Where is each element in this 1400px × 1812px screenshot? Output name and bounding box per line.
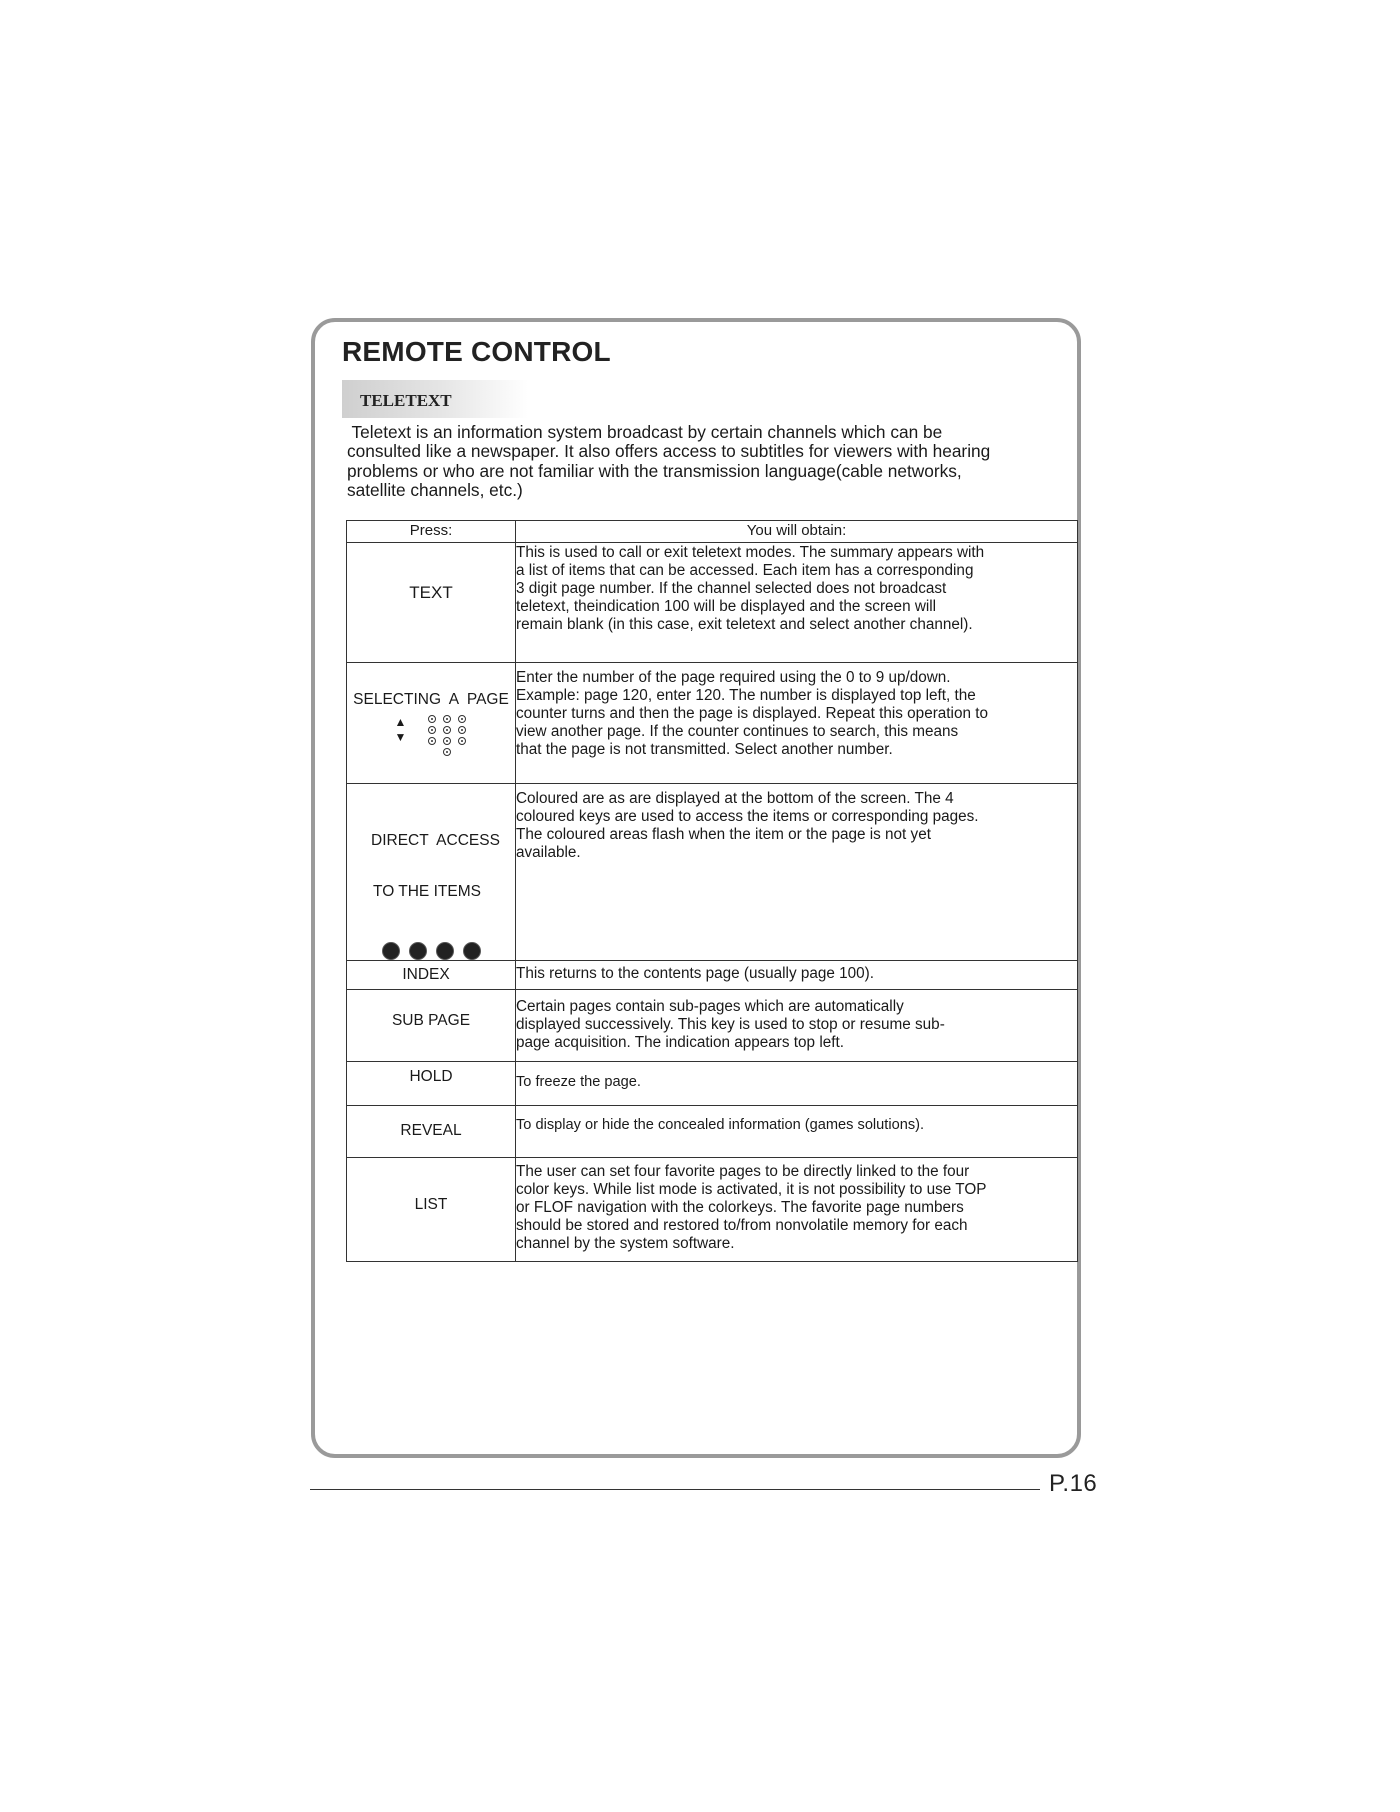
page-number: P.16 — [1049, 1470, 1098, 1497]
digit-key-icon — [443, 748, 451, 756]
table-row — [347, 961, 1078, 990]
obtain-column-header: You will obtain: — [516, 521, 1078, 543]
digit-key-icon — [458, 715, 466, 723]
table-row — [347, 1106, 1078, 1158]
section-label — [342, 380, 528, 418]
section-label-text: TELETEXT — [360, 391, 452, 410]
description-line: page acquisition. The indication appears top left. — [516, 1034, 844, 1051]
description-cell — [516, 1062, 1078, 1106]
description-line: The user can set four favorite pages to be directly linked to the four — [516, 1163, 970, 1180]
description-cell — [516, 1158, 1078, 1262]
key-name: HOLD — [409, 1068, 453, 1085]
page-select-keys — [347, 715, 515, 756]
table-row — [347, 784, 1078, 961]
color-key-icon — [436, 942, 454, 960]
table-row — [347, 1158, 1078, 1262]
description-line: teletext, theindication 100 will be displayed and the screen will — [516, 598, 937, 615]
description-cell — [516, 543, 1078, 663]
key-name: SELECTING A PAGE — [353, 691, 509, 708]
press-cell — [347, 990, 516, 1062]
description-line: To freeze the page. — [516, 1074, 641, 1090]
press-cell — [347, 961, 516, 990]
description-line: The coloured areas flash when the item or the page is not yet — [516, 826, 931, 843]
digit-key-icon — [443, 737, 451, 745]
digit-key-icon — [443, 726, 451, 734]
key-name: TEXT — [409, 583, 453, 602]
description-cell — [516, 961, 1078, 990]
intro-line: Teletext is an information system broadcast by certain channels which can be — [347, 422, 943, 442]
table-row — [347, 543, 1078, 663]
digit-key-icon — [443, 715, 451, 723]
description-line: displayed successively. This key is used to stop or resume sub- — [516, 1016, 945, 1033]
color-key-icon — [409, 942, 427, 960]
description-line: remain blank (in this case, exit teletext and select another channel). — [516, 616, 973, 633]
description-line: 3 digit page number. If the channel selected does not broadcast — [516, 580, 947, 597]
page-title: REMOTE CONTROL — [342, 336, 611, 367]
press-cell — [347, 663, 516, 784]
key-name: INDEX — [402, 966, 450, 983]
description-line: Enter the number of the page required using the 0 to 9 up/down. — [516, 669, 951, 686]
description-line: Example: page 120, enter 120. The number is displayed top left, the — [516, 687, 976, 704]
description-line: Certain pages contain sub-pages which are automatically — [516, 998, 904, 1015]
description-line: should be stored and restored to/from nonvolatile memory for each — [516, 1217, 968, 1234]
table-row — [347, 990, 1078, 1062]
press-cell — [347, 784, 516, 961]
description-cell — [516, 1106, 1078, 1158]
description-line: This is used to call or exit teletext modes. The summary appears with — [516, 544, 985, 561]
key-name: SUB PAGE — [391, 1012, 471, 1029]
table-header-row — [347, 521, 1078, 543]
up-down-arrows — [395, 715, 407, 745]
footer-divider — [310, 1489, 1040, 1490]
description-line: available. — [516, 844, 581, 861]
key-name-line: DIRECT ACCESS — [371, 832, 500, 849]
table-row — [347, 663, 1078, 784]
description-line: channel by the system software. — [516, 1235, 735, 1252]
key-name: REVEAL — [400, 1122, 462, 1139]
description-cell — [516, 784, 1078, 961]
intro-line: consulted like a newspaper. It also offers access to subtitles for viewers with hearing — [347, 441, 991, 462]
digit-key-icon — [428, 726, 436, 734]
color-key-icon — [382, 942, 400, 960]
description-line: This returns to the contents page (usually page 100). — [516, 965, 874, 982]
description-line: To display or hide the concealed information (games solutions). — [516, 1117, 925, 1133]
intro-paragraph — [347, 423, 1067, 500]
press-cell — [347, 1158, 516, 1262]
press-cell — [347, 1062, 516, 1106]
digit-key-icon — [428, 737, 436, 745]
description-line: counter turns and then the page is displayed. Repeat this operation to — [516, 705, 988, 722]
color-keys — [347, 942, 515, 960]
digit-key-icon — [458, 737, 466, 745]
key-name: LIST — [414, 1196, 448, 1213]
description-cell — [516, 663, 1078, 784]
key-name-line: TO THE ITEMS — [373, 883, 481, 900]
color-key-icon — [463, 942, 481, 960]
down-arrow-icon: ▼ — [394, 730, 407, 744]
teletext-keys-table — [346, 520, 1078, 1262]
intro-line: satellite channels, etc.) — [347, 479, 523, 500]
description-line: or FLOF navigation with the colorkeys. The favorite page numbers — [516, 1199, 964, 1216]
description-line: Coloured are as are displayed at the bottom of the screen. The 4 — [516, 790, 954, 807]
description-line: a list of items that can be accessed. Each item has a corresponding — [516, 562, 974, 579]
number-keypad-icon — [428, 715, 467, 756]
description-line: coloured keys are used to access the items or corresponding pages. — [516, 808, 979, 825]
up-arrow-icon: ▲ — [394, 715, 407, 729]
description-line: that the page is not transmitted. Select another number. — [516, 741, 893, 758]
description-cell — [516, 990, 1078, 1062]
description-line: view another page. If the counter continues to search, this means — [516, 723, 959, 740]
press-cell — [347, 1106, 516, 1158]
table-row — [347, 1062, 1078, 1106]
press-cell — [347, 543, 516, 663]
description-line: color keys. While list mode is activated, it is not possibility to use TOP — [516, 1181, 987, 1198]
press-column-header: Press: — [347, 521, 516, 543]
intro-line: problems or who are not familiar with the transmission language(cable networks, — [347, 460, 962, 481]
digit-key-icon — [428, 715, 436, 723]
digit-key-icon — [458, 726, 466, 734]
